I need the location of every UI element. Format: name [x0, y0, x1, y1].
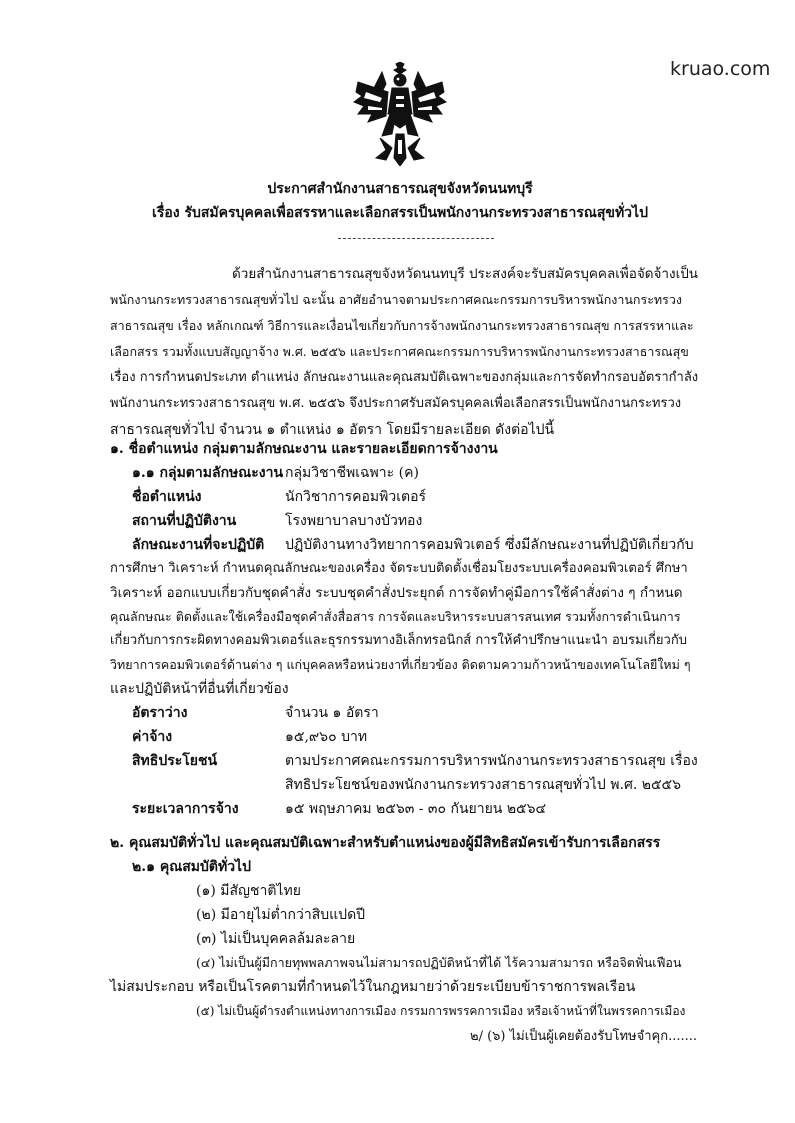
- vacancy-label: อัตราว่าง: [132, 705, 188, 721]
- period-value: ๑๕ พฤษภาคม ๒๕๖๓ - ๓๐ กันยายน ๒๕๖๔: [285, 801, 547, 817]
- title-divider: [338, 238, 494, 239]
- duty-line: เกี่ยวกับการกระผิดทางคอมพิวเตอร์และธุรกรรมทางอิเล็กทรอนิกส์ การให้คำปรึกษาแนะนำ อบรมเกี่ยวกับ: [110, 633, 687, 648]
- qualification-item: (๓) ไม่เป็นบุคคลล้มละลาย: [196, 931, 356, 947]
- section2-heading: ๒. คุณสมบัติทั่วไป และคุณสมบัติเฉพาะสำหรับตำแหน่งของผู้มีสิทธิสมัครเข้ารับการเลือกสรร: [110, 835, 661, 851]
- qualification-item: (๑) มีสัญชาติไทย: [196, 883, 301, 899]
- intro-line: ด้วยสำนักงานสาธารณสุขจังหวัดนนทบุรี ประสงค์จะรับสมัครบุคคลเพื่อจัดจ้างเป็น: [232, 266, 699, 282]
- group-label: ๑.๑ กลุ่มตามลักษณะงาน: [132, 465, 284, 481]
- wage-value: ๑๕,๙๖๐ บาท: [285, 729, 368, 745]
- benefit-label: สิทธิประโยชน์: [132, 753, 218, 769]
- duty-first-line: ปฏิบัติงานทางวิทยาการคอมพิวเตอร์ ซึ่งมีลักษณะงานที่ปฏิบัติเกี่ยวกับ: [285, 537, 694, 553]
- general-qualifications-heading: ๒.๑ คุณสมบัติทั่วไป: [132, 859, 251, 875]
- benefit-line: สิทธิประโยชน์ของพนักงานกระทรวงสาธารณสุขทั่วไป พ.ศ. ๒๕๕๖: [285, 777, 682, 793]
- intro-line: เลือกสรร รวมทั้งแบบสัญญาจ้าง พ.ศ. ๒๕๕๖ และประกาศคณะกรรมการบริหารพนักงานกระทรวงสาธารณสุข: [110, 344, 689, 359]
- group-value: กลุ่มวิชาชีพเฉพาะ (ค): [285, 465, 419, 481]
- qualification-item: (๕) ไม่เป็นผู้ดำรงตำแหน่งทางการเมือง กรรมการพรรคการเมือง หรือเจ้าหน้าที่ในพรรคการเมือง: [196, 1004, 686, 1018]
- duty-line: วิทยาการคอมพิวเตอร์ด้านต่าง ๆ แก่บุคคลหรือหน่วยงาที่เกี่ยวข้อง ติดตามความก้าวหน้าของเทคโนโลยีใหม่ ๆ: [110, 657, 691, 672]
- duty-line: วิเคราะห์ ออกแบบเกี่ยวกับชุดคำสั่ง ระบบชุดคำสั่งประยุกต์ การจัดทำคู่มือการใช้คำสั่งต่าง ๆ กำหนด: [110, 585, 683, 601]
- duty-line: การศึกษา วิเคราะห์ กำหนดคุณลักษณะของเครื่อง จัดระบบติดตั้งเชื่อมโยงระบบเครื่องคอมพิวเตอร์ ศึกษา: [110, 561, 688, 576]
- workplace-label: สถานที่ปฏิบัติงาน: [132, 513, 237, 529]
- vacancy-value: จำนวน ๑ อัตรา: [285, 705, 379, 721]
- duty-label: ลักษณะงานที่จะปฏิบัติ: [132, 537, 265, 553]
- intro-line: พนักงานกระทรวงสาธารณสุขทั่วไป ฉะนั้น อาศัยอำนาจตามประกาศคณะกรรมการบริหารพนักงานกระทรวง: [110, 292, 683, 307]
- intro-line: สาธารณสุขทั่วไป จำนวน ๑ ตำแหน่ง ๑ อัตรา โดยมีรายละเอียด ดังต่อไปนี้: [110, 422, 555, 438]
- duty-line: คุณลักษณะ ติดตั้งและใช้เครื่องมือชุดคำสั่งสื่อสาร การจัดและบริหารระบบสารสนเทศ รวมทั้งการดำเนินการ: [110, 609, 681, 624]
- period-label: ระยะเวลาการจ้าง: [132, 801, 239, 817]
- intro-line: พนักงานกระทรวงสาธารณสุข พ.ศ. ๒๕๕๖ จึงประกาศรับสมัครบุคคลเพื่อเลือกสรรเป็นพนักงานกระทรวง: [110, 396, 682, 411]
- intro-line: เรื่อง การกำหนดประเภท ตำแหน่ง ลักษณะงานและคุณสมบัติเฉพาะของกลุ่มและการจัดทำกรอบอัตรากำลัง: [110, 370, 699, 385]
- continued-note: ๒/ (๖) ไม่เป็นผู้เคยต้องรับโทษจำคุก.......: [470, 1029, 698, 1044]
- watermark: kruao.com: [670, 58, 771, 80]
- duty-line: และปฏิบัติหน้าที่อื่นที่เกี่ยวข้อง: [110, 681, 289, 697]
- intro-line: สาธารณสุข เรื่อง หลักเกณฑ์ วิธีการและเงื่อนไขเกี่ยวกับการจ้างพนักงานกระทรวงสาธารณสุข การสรรหาและ: [110, 318, 694, 333]
- announcement-title: ประกาศสำนักงานสาธารณสุขจังหวัดนนทบุรี: [267, 181, 533, 197]
- benefit-line: ตามประกาศคณะกรรมการบริหารพนักงานกระทรวงสาธารณสุข เรื่อง: [285, 753, 698, 769]
- qualification-item-continued: ไม่สมประกอบ หรือเป็นโรคตามที่กำหนดไว้ในกฎหมายว่าด้วยระเบียบข้าราชการพลเรือน: [110, 979, 636, 995]
- position-label: ชื่อตำแหน่ง: [132, 489, 202, 505]
- garuda-emblem-icon: [352, 62, 448, 166]
- qualification-item: (๒) มีอายุไม่ต่ำกว่าสิบแปดปี: [196, 907, 366, 923]
- qualification-item: (๔) ไม่เป็นผู้มีกายทุพพลภาพจนไม่สามารถปฏิบัติหน้าที่ได้ ไร้ความสามารถ หรือจิตฟั่นเฟือน: [196, 955, 682, 970]
- position-value: นักวิชาการคอมพิวเตอร์: [285, 489, 427, 505]
- section1-heading: ๑. ชื่อตำแหน่ง กลุ่มตามลักษณะงาน และรายละเอียดการจ้างงาน: [110, 441, 498, 457]
- workplace-value: โรงพยาบาลบางบัวทอง: [285, 513, 423, 529]
- announcement-subject: เรื่อง รับสมัครบุคคลเพื่อสรรหาและเลือกสรรเป็นพนักงานกระทรวงสาธารณสุขทั่วไป: [152, 205, 648, 221]
- wage-label: ค่าจ้าง: [132, 729, 173, 745]
